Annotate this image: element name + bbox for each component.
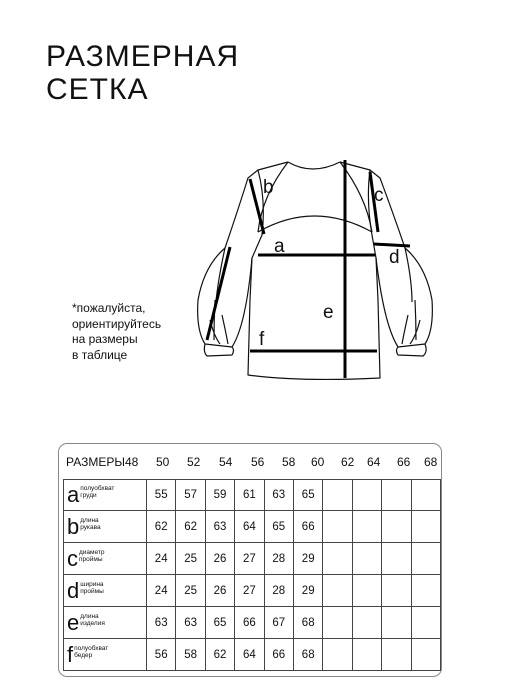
table-cell: 66 (235, 607, 264, 639)
header-label: РАЗМЕРЫ (66, 455, 125, 469)
table-cell: 62 (147, 511, 176, 543)
table-cell (353, 575, 382, 607)
table-cell (323, 639, 352, 671)
table-cell (412, 639, 441, 671)
table-cell: 25 (176, 575, 205, 607)
table-cell: 65 (265, 511, 294, 543)
size-66: 66 (397, 455, 411, 469)
table-cell (323, 543, 352, 575)
label-d: d (389, 247, 400, 268)
size-58: 58 (282, 455, 296, 469)
size-68: 68 (424, 455, 438, 469)
label-b: b (263, 177, 274, 198)
table-cell (323, 607, 352, 639)
table-cell (382, 607, 411, 639)
note-line: ориентируйтесь (72, 316, 162, 331)
row-letter: c (67, 545, 78, 571)
right-sleeve-folds (402, 300, 420, 344)
table-cell (412, 511, 441, 543)
table-cell (412, 479, 441, 511)
row-letter: d (67, 577, 80, 603)
table-cell: 58 (176, 639, 205, 671)
table-cell: 56 (147, 639, 176, 671)
size-64: 64 (367, 455, 381, 469)
right-shoulder (340, 162, 412, 302)
table-cell (382, 575, 411, 607)
table-cell: 67 (265, 607, 294, 639)
body-outline (248, 170, 380, 379)
table-cell: 63 (176, 607, 205, 639)
table-cell (323, 479, 352, 511)
row-label-c (63, 543, 147, 575)
title-line-2: СЕТКА (46, 73, 149, 106)
table-cell: 24 (147, 575, 176, 607)
row-letter: e (67, 609, 80, 635)
table-cell: 25 (176, 543, 205, 575)
table-cell: 68 (294, 607, 323, 639)
table-cell: 29 (294, 543, 323, 575)
table-cell (412, 607, 441, 639)
size-54: 54 (219, 455, 233, 469)
table-cell (323, 575, 352, 607)
size-52: 52 (187, 455, 201, 469)
row-letter: a (67, 481, 80, 507)
row-label-d (63, 575, 147, 607)
note-line: на размеры (72, 332, 138, 346)
table-cell: 63 (147, 607, 176, 639)
size-62: 62 (341, 455, 355, 469)
table-cell: 68 (294, 639, 323, 671)
table-cell: 26 (206, 575, 235, 607)
yoke-curve (258, 216, 372, 232)
label-a: a (274, 236, 285, 257)
table-cell: 64 (235, 511, 264, 543)
table-cell: 66 (265, 639, 294, 671)
table-cell: 26 (206, 543, 235, 575)
table-cell (382, 479, 411, 511)
table-cell (353, 511, 382, 543)
table-cell: 65 (294, 479, 323, 511)
size-48: 48 (125, 455, 139, 469)
label-e: e (323, 302, 334, 323)
neckline (288, 162, 340, 169)
note-line: *пожалуйста, (72, 301, 146, 315)
table-cell (353, 639, 382, 671)
note-line: в таблице (72, 347, 128, 362)
table-cell: 65 (206, 607, 235, 639)
row-letter: b (67, 513, 80, 539)
size-56: 56 (251, 455, 265, 469)
row-description: диаметр проймы (79, 548, 105, 563)
table-cell: 64 (235, 639, 264, 671)
size-50: 50 (156, 455, 170, 469)
table-cell (353, 479, 382, 511)
table-cell: 28 (265, 543, 294, 575)
row-label-b (63, 511, 147, 543)
row-label-f (63, 639, 147, 671)
row-letter: f (67, 641, 74, 667)
table-cell: 63 (206, 511, 235, 543)
size-note (72, 301, 161, 363)
measure-line-sleeve (207, 247, 230, 340)
table-cell (382, 511, 411, 543)
size-60: 60 (311, 455, 325, 469)
table-cell: 59 (206, 479, 235, 511)
table-cell: 55 (147, 479, 176, 511)
row-description: ширина проймы (80, 580, 104, 595)
table-cell (382, 543, 411, 575)
row-description: длина рукава (80, 516, 101, 531)
label-c: c (374, 185, 384, 206)
row-description: полуобхват бедер (74, 644, 109, 659)
table-cell: 66 (294, 511, 323, 543)
row-description: полуобхват груди (80, 484, 115, 499)
row-description: длина изделия (80, 612, 105, 627)
table-cell: 29 (294, 575, 323, 607)
table-cell (412, 575, 441, 607)
row-label-a (63, 479, 147, 511)
table-cell (382, 639, 411, 671)
table-cell (353, 607, 382, 639)
table-cell: 62 (176, 511, 205, 543)
table-cell: 27 (235, 543, 264, 575)
table-cell: 24 (147, 543, 176, 575)
label-f: f (259, 329, 265, 350)
table-cell (412, 543, 441, 575)
table-cell: 27 (235, 575, 264, 607)
table-cell: 62 (206, 639, 235, 671)
table-cell: 28 (265, 575, 294, 607)
title-line-1: РАЗМЕРНАЯ (46, 40, 240, 73)
row-label-e (63, 607, 147, 639)
table-cell: 63 (265, 479, 294, 511)
table-cell: 61 (235, 479, 264, 511)
measure-line-d (374, 244, 410, 246)
table-cell (353, 543, 382, 575)
table-cell: 57 (176, 479, 205, 511)
table-cell (323, 511, 352, 543)
